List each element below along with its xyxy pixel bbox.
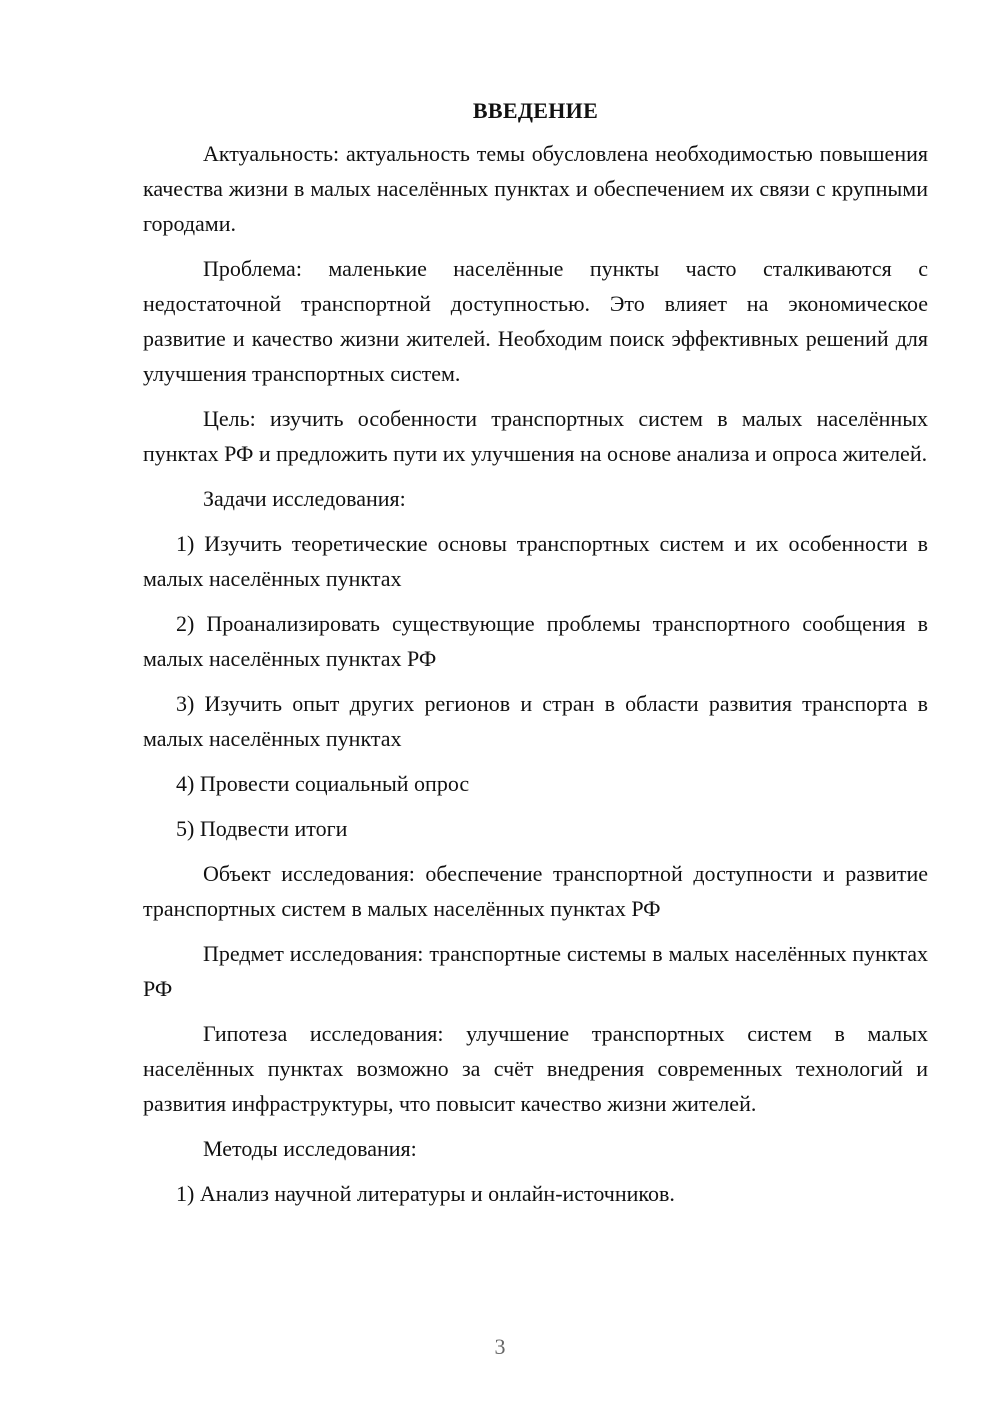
page-title: ВВЕДЕНИЕ [472,98,599,123]
paragraph-subject: Предмет исследования: транспортные системы в малых населённых пунктах РФ [143,941,928,1001]
list-item-method-1: 1) Анализ научной литературы и онлайн-источников. [176,1181,675,1206]
paragraph-relevance: Актуальность: актуальность темы обусловлена необходимостью повышения качества жизни в малых населённых пунктах и обеспечением их связи с крупными городами. [143,141,928,236]
list-item-task-1: 1) Изучить теоретические основы транспортных систем и их особенности в малых населённых пунктах [143,531,928,591]
list-item-task-2: 2) Проанализировать существующие проблемы транспортного сообщения в малых населённых пунктах РФ [143,611,928,671]
paragraph-methods-heading: Методы исследования: [203,1136,417,1161]
paragraph-problem: Проблема: маленькие населённые пункты часто сталкиваются с недостаточной транспортной доступностью. Это влияет на экономическое развитие и качество жизни жителей. Необходим поиск эффективных решений для улучшения транспортных систем. [143,256,928,386]
paragraph-object: Объект исследования: обеспечение транспортной доступности и развитие транспортных систем в малых населённых пунктах РФ [143,861,928,921]
document-page [143,96,928,1221]
list-item-task-4: 4) Провести социальный опрос [176,771,470,796]
list-item-task-5: 5) Подвести итоги [176,816,348,841]
paragraph-hypothesis: Гипотеза исследования: улучшение транспортных систем в малых населённых пунктах возможно за счёт внедрения современных технологий и развития инфраструктуры, что повысит качество жизни жителей. [143,1021,928,1116]
list-item-task-3: 3) Изучить опыт других регионов и стран в области развития транспорта в малых населённых пунктах [143,691,928,751]
paragraph-tasks-heading: Задачи исследования: [203,486,406,511]
page-number: 3 [494,1334,506,1359]
paragraph-goal: Цель: изучить особенности транспортных систем в малых населённых пунктах РФ и предложить пути их улучшения на основе анализа и опроса жителей. [143,406,928,466]
